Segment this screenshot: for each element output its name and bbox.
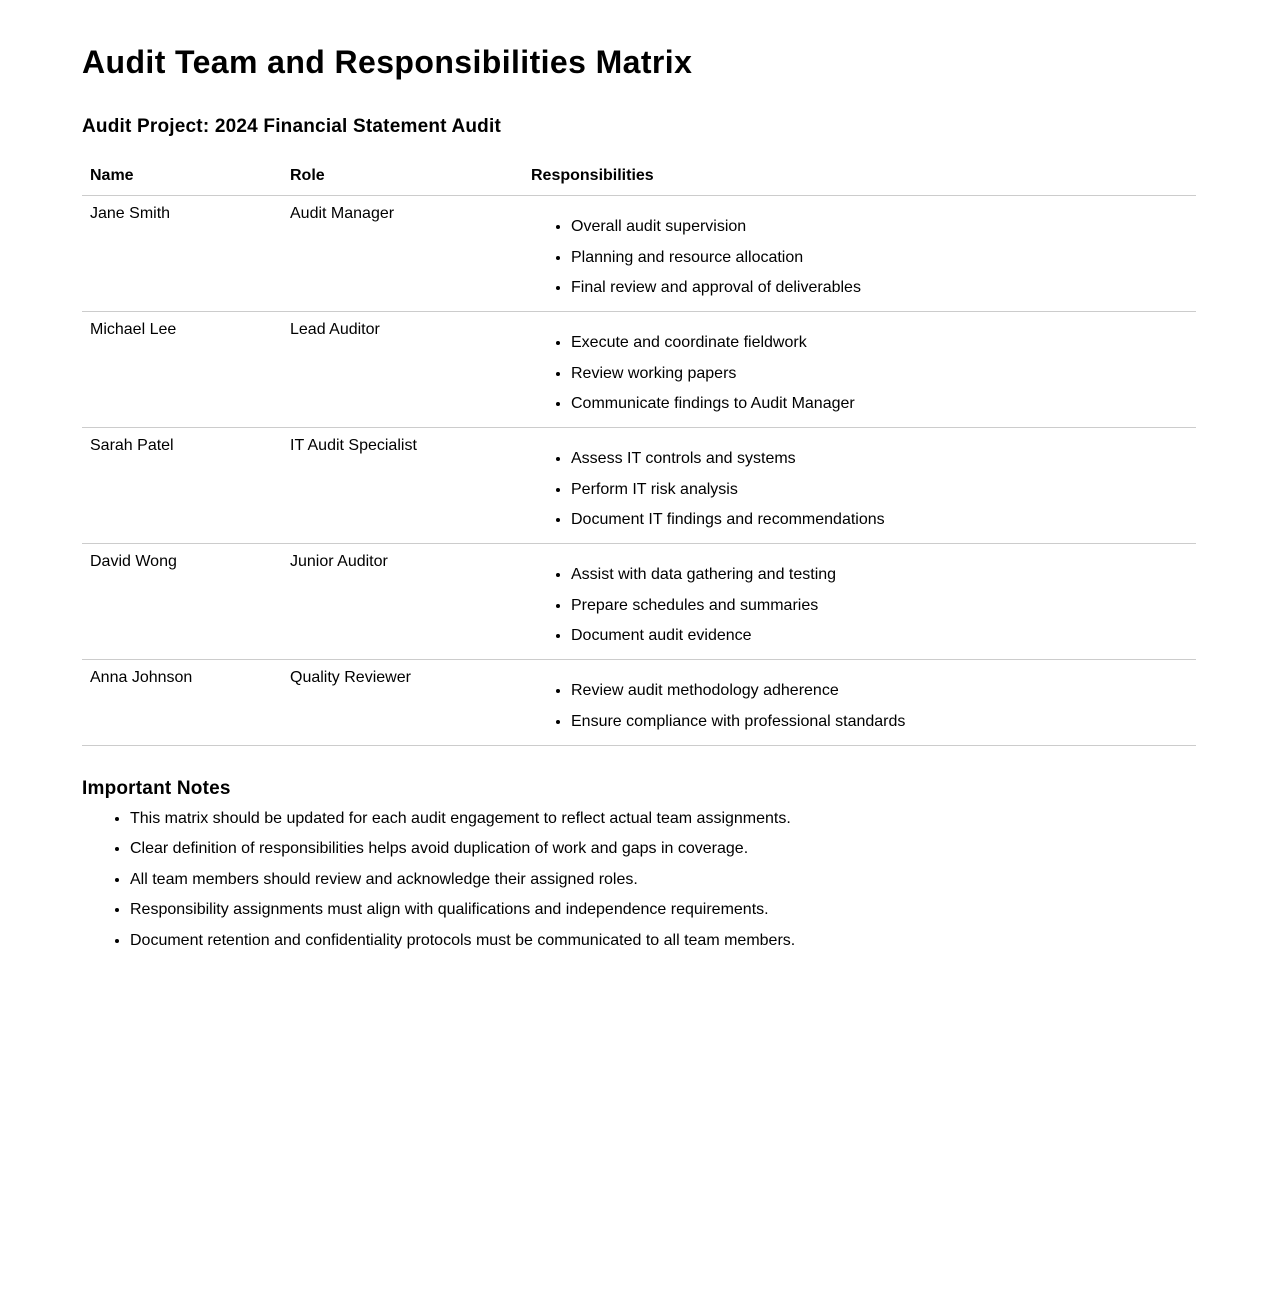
member-name: Sarah Patel xyxy=(82,428,282,544)
responsibility-list xyxy=(531,450,1188,529)
responsibility-item: • Final review and approval of deliverables xyxy=(571,279,1188,297)
note-item: • Responsibility assignments must align with qualifications and independence requirements. xyxy=(130,901,1196,919)
header-responsibilities: Responsibilities xyxy=(523,163,1196,196)
member-name: David Wong xyxy=(82,544,282,660)
table-row xyxy=(82,196,1196,312)
responsibility-list xyxy=(531,218,1188,297)
responsibility-item: • Perform IT risk analysis xyxy=(571,481,1188,499)
table-row xyxy=(82,544,1196,660)
responsibility-item: • Document IT findings and recommendations xyxy=(571,511,1188,529)
member-name: Jane Smith xyxy=(82,196,282,312)
responsibility-item: • Communicate findings to Audit Manager xyxy=(571,395,1188,413)
member-responsibilities xyxy=(523,196,1196,312)
responsibility-item: • Assess IT controls and systems xyxy=(571,450,1188,468)
responsibility-item: • Ensure compliance with professional standards xyxy=(571,713,1188,731)
table-header-row xyxy=(82,163,1196,196)
header-role: Role xyxy=(282,163,523,196)
table-row xyxy=(82,428,1196,544)
member-role: Audit Manager xyxy=(282,196,523,312)
responsibility-list xyxy=(531,334,1188,413)
header-name: Name xyxy=(82,163,282,196)
responsibility-item: • Planning and resource allocation xyxy=(571,249,1188,267)
member-role: Quality Reviewer xyxy=(282,660,523,746)
project-subtitle: Audit Project: 2024 Financial Statement Audit xyxy=(82,116,501,137)
member-name: Michael Lee xyxy=(82,312,282,428)
notes-list xyxy=(82,810,1196,950)
member-responsibilities xyxy=(523,312,1196,428)
member-responsibilities xyxy=(523,544,1196,660)
responsibility-item: • Prepare schedules and summaries xyxy=(571,597,1188,615)
responsibilities-table xyxy=(82,163,1196,746)
page-title: Audit Team and Responsibilities Matrix xyxy=(82,44,693,80)
responsibility-item: • Document audit evidence xyxy=(571,627,1188,645)
member-responsibilities xyxy=(523,428,1196,544)
notes-heading: Important Notes xyxy=(82,777,231,799)
responsibility-item: • Review working papers xyxy=(571,365,1188,383)
member-role: IT Audit Specialist xyxy=(282,428,523,544)
responsibility-list xyxy=(531,566,1188,645)
responsibility-item: • Overall audit supervision xyxy=(571,218,1188,236)
member-role: Junior Auditor xyxy=(282,544,523,660)
member-name: Anna Johnson xyxy=(82,660,282,746)
member-role: Lead Auditor xyxy=(282,312,523,428)
note-item: • All team members should review and acknowledge their assigned roles. xyxy=(130,871,1196,889)
note-item: • Document retention and confidentiality protocols must be communicated to all team members. xyxy=(130,932,1196,950)
note-item: • Clear definition of responsibilities helps avoid duplication of work and gaps in coverage. xyxy=(130,840,1196,858)
member-responsibilities xyxy=(523,660,1196,746)
responsibility-item: • Execute and coordinate fieldwork xyxy=(571,334,1188,352)
table-row xyxy=(82,660,1196,746)
note-item: • This matrix should be updated for each audit engagement to reflect actual team assignments. xyxy=(130,810,1196,828)
responsibility-item: • Assist with data gathering and testing xyxy=(571,566,1188,584)
table-row xyxy=(82,312,1196,428)
responsibility-item: • Review audit methodology adherence xyxy=(571,682,1188,700)
responsibility-list xyxy=(531,682,1188,731)
